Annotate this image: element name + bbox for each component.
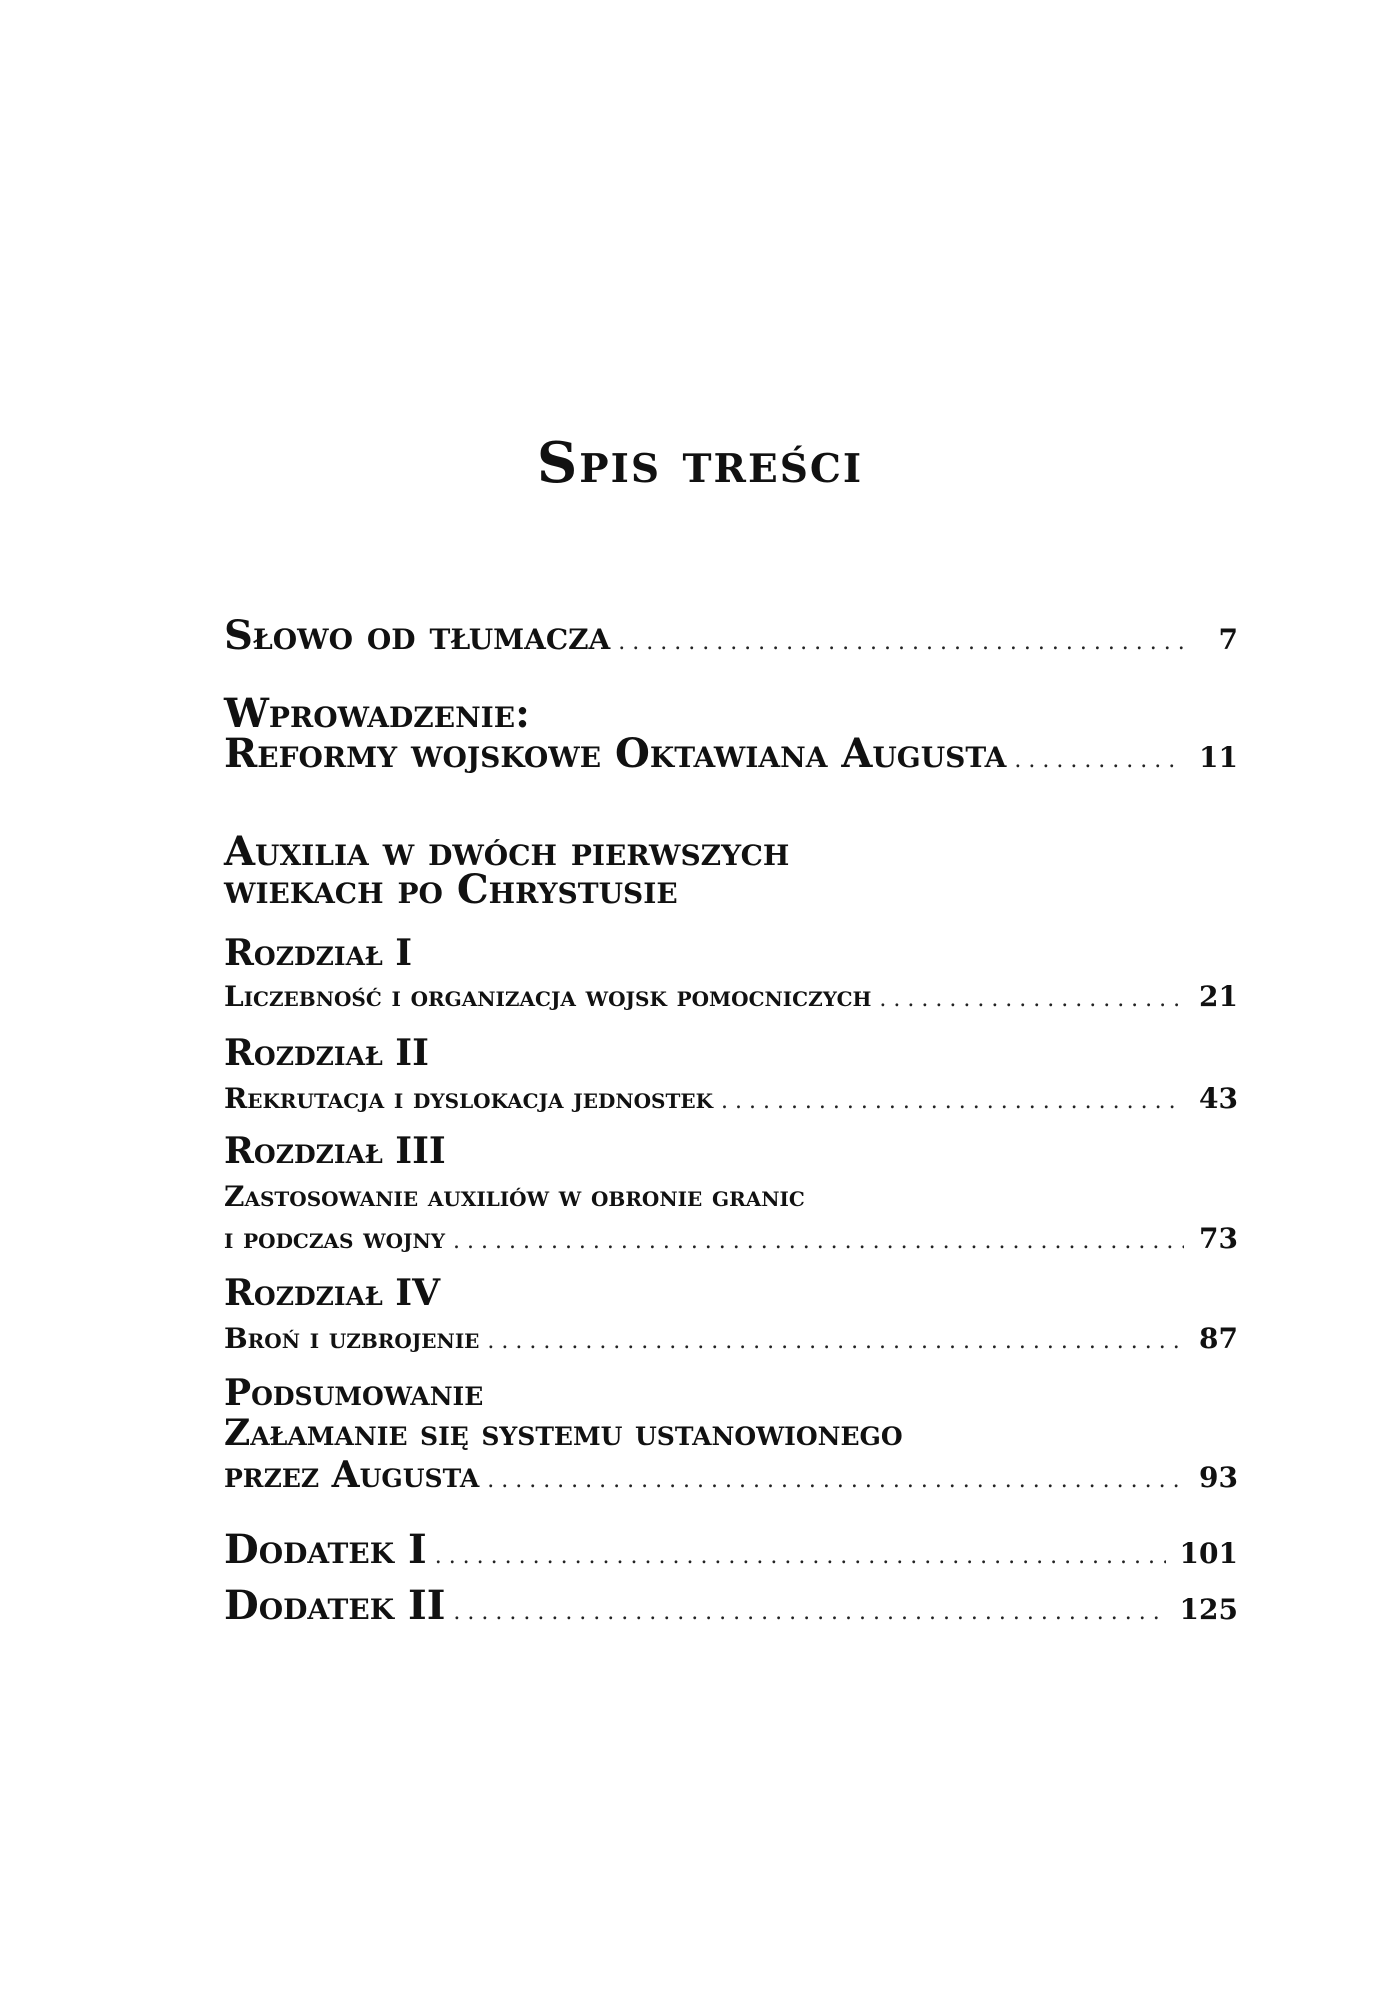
chapter-title: Podsumowanie <box>224 1372 484 1414</box>
dot-leader <box>618 630 1184 655</box>
dot-leader <box>453 1600 1165 1625</box>
toc-page-number: 11 <box>1199 741 1238 774</box>
toc-entry-label: Wprowadzenie: <box>224 690 530 737</box>
dot-leader <box>435 1544 1166 1569</box>
chapter-title: Rozdział II <box>224 1032 429 1074</box>
toc-chapter-heading <box>224 1032 1238 1074</box>
toc-entry-r1 <box>224 980 1238 1013</box>
toc-page-number: 7 <box>1218 623 1238 656</box>
toc-entry-label: Słowo od tłumacza <box>224 612 611 659</box>
toc-chapter-heading <box>224 1272 1238 1314</box>
toc-chapter-heading <box>224 1130 1238 1172</box>
dot-leader <box>879 987 1184 1012</box>
toc-part-line: wiekach po Chrystusie <box>224 866 678 913</box>
toc-page-number: 43 <box>1199 1082 1238 1115</box>
toc-chapter-heading <box>224 932 1238 974</box>
page-title: Spis treści <box>536 430 864 496</box>
toc-entry-label: Załamanie się systemu ustanowionego <box>224 1412 903 1454</box>
toc-entry-label: Dodatek II <box>224 1582 446 1629</box>
toc-page-number: 101 <box>1179 1537 1238 1570</box>
toc-entry-line <box>224 1180 1238 1213</box>
toc-page-number: 93 <box>1199 1461 1238 1494</box>
toc-entry-wprowadzenie <box>224 730 1238 777</box>
chapter-title: Rozdział I <box>224 932 413 974</box>
toc-entry-label: Broń i uzbrojenie <box>224 1322 480 1355</box>
toc-entry-label: Liczebność i organizacja wojsk pomocniczych <box>224 980 872 1013</box>
dot-leader <box>487 1329 1184 1354</box>
toc-entry-d2 <box>224 1582 1238 1629</box>
toc-entry-slowo <box>224 612 1238 659</box>
toc-entry-line <box>224 1412 1238 1454</box>
toc-entry-r2 <box>224 1082 1238 1115</box>
dot-leader <box>721 1089 1184 1114</box>
toc-entry-label: Reformy wojskowe Oktawiana Augusta <box>224 730 1007 777</box>
dot-leader <box>1014 748 1184 773</box>
toc-entry-d1 <box>224 1526 1238 1573</box>
chapter-title: Rozdział IV <box>224 1272 441 1314</box>
dot-leader <box>453 1229 1184 1254</box>
toc-part-heading <box>224 866 1238 913</box>
toc-page-number: 87 <box>1199 1322 1238 1355</box>
toc-page-number: 125 <box>1179 1593 1238 1626</box>
toc-entry-r4 <box>224 1322 1238 1355</box>
toc-entry-label: i podczas wojny <box>224 1222 446 1255</box>
toc-entry-label: Zastosowanie auxiliów w obronie granic <box>224 1180 805 1213</box>
toc-entry-label: Dodatek I <box>224 1526 427 1573</box>
toc-part-line: Auxilia w dwóch pierwszych <box>224 828 790 875</box>
toc-chapter-heading <box>224 1372 1238 1414</box>
toc-entry-pod <box>224 1454 1238 1496</box>
dot-leader <box>487 1468 1184 1493</box>
toc-entry-label: Rekrutacja i dyslokacja jednostek <box>224 1082 714 1115</box>
toc-entry-label: przez Augusta <box>224 1454 480 1496</box>
toc-page-number: 21 <box>1199 980 1238 1013</box>
toc-page-number: 73 <box>1199 1222 1238 1255</box>
toc-entry-r3 <box>224 1222 1238 1255</box>
chapter-title: Rozdział III <box>224 1130 446 1172</box>
